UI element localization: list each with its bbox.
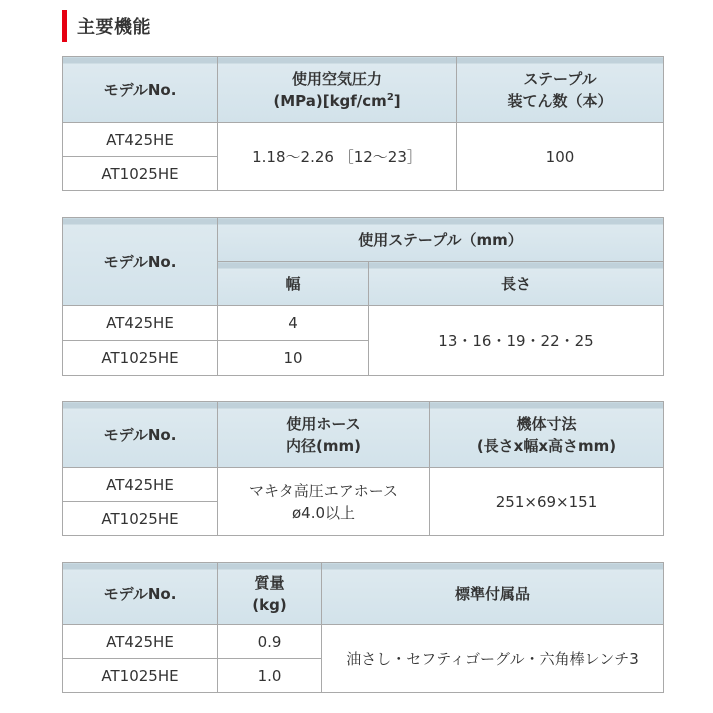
- mass-value: 1.0: [218, 659, 322, 693]
- header-staple-capacity-line2: 装てん数（本）: [507, 91, 613, 110]
- header-hose-line1: 使用ホース: [286, 414, 361, 433]
- accessories-value: 油さし・セフティゴーグル・六角棒レンチ3: [322, 625, 664, 693]
- header-dimensions: [430, 402, 664, 468]
- spec-table-pressure: [62, 56, 664, 191]
- header-mass: [218, 563, 322, 625]
- table-row: [63, 625, 664, 659]
- section-title: 主要機能: [77, 17, 151, 38]
- length-value: 13・16・19・22・25: [369, 306, 664, 376]
- header-mass-line2: (kg): [252, 595, 287, 614]
- table-header-row: [63, 218, 664, 262]
- model-cell: AT1025HE: [63, 502, 218, 536]
- model-cell: AT1025HE: [63, 659, 218, 693]
- model-cell: AT425HE: [63, 306, 218, 341]
- section-heading: [62, 10, 151, 42]
- header-width: 幅: [218, 262, 369, 306]
- width-value: 4: [218, 306, 369, 341]
- header-dimensions-line1: 機体寸法: [516, 414, 577, 433]
- header-model: モデルNo.: [63, 218, 218, 306]
- table-header-row: [63, 563, 664, 625]
- table-row: [63, 123, 664, 157]
- heading-accent-bar: [62, 10, 67, 42]
- header-length: 長さ: [369, 262, 664, 306]
- header-model: モデルNo.: [63, 563, 218, 625]
- hose-value-line1: マキタ高圧エアホース: [248, 481, 399, 500]
- spec-table-hose-dimensions: [62, 401, 664, 536]
- header-model: モデルNo.: [63, 57, 218, 123]
- model-cell: AT425HE: [63, 468, 218, 502]
- table-row: [63, 306, 664, 341]
- header-hose-line2: 内径(mm): [286, 436, 361, 455]
- table-header-row: [63, 57, 664, 123]
- header-hose: [218, 402, 430, 468]
- header-air-pressure-line2: $(MPa)[kgf/cm^2]$: [273, 91, 401, 110]
- header-dimensions-line2: (長さx幅x高さmm): [476, 436, 617, 455]
- staple-capacity-value: 100: [457, 123, 664, 191]
- spec-table-staples: [62, 217, 664, 376]
- model-cell: AT1025HE: [63, 157, 218, 191]
- spec-table-mass-accessories: [62, 562, 664, 693]
- pressure-value: 1.18～2.26 ［12～23］: [218, 123, 457, 191]
- mass-value: 0.9: [218, 625, 322, 659]
- header-air-pressure-line1: 使用空気圧力: [291, 69, 382, 88]
- header-staple-capacity-line1: ステープル: [523, 69, 597, 88]
- header-model: モデルNo.: [63, 402, 218, 468]
- hose-value-line2: ø4.0以上: [291, 503, 356, 522]
- header-staple-capacity: [457, 57, 664, 123]
- model-cell: AT425HE: [63, 625, 218, 659]
- model-cell: AT1025HE: [63, 341, 218, 376]
- header-mass-line1: 質量: [254, 573, 285, 592]
- model-cell: AT425HE: [63, 123, 218, 157]
- hose-value: [218, 468, 430, 536]
- header-staple-group: 使用ステープル（mm）: [218, 218, 664, 262]
- table-row: [63, 468, 664, 502]
- width-value: 10: [218, 341, 369, 376]
- header-accessories: 標準付属品: [322, 563, 664, 625]
- header-air-pressure: [218, 57, 457, 123]
- table-header-row: [63, 402, 664, 468]
- dimensions-value: 251×69×151: [430, 468, 664, 536]
